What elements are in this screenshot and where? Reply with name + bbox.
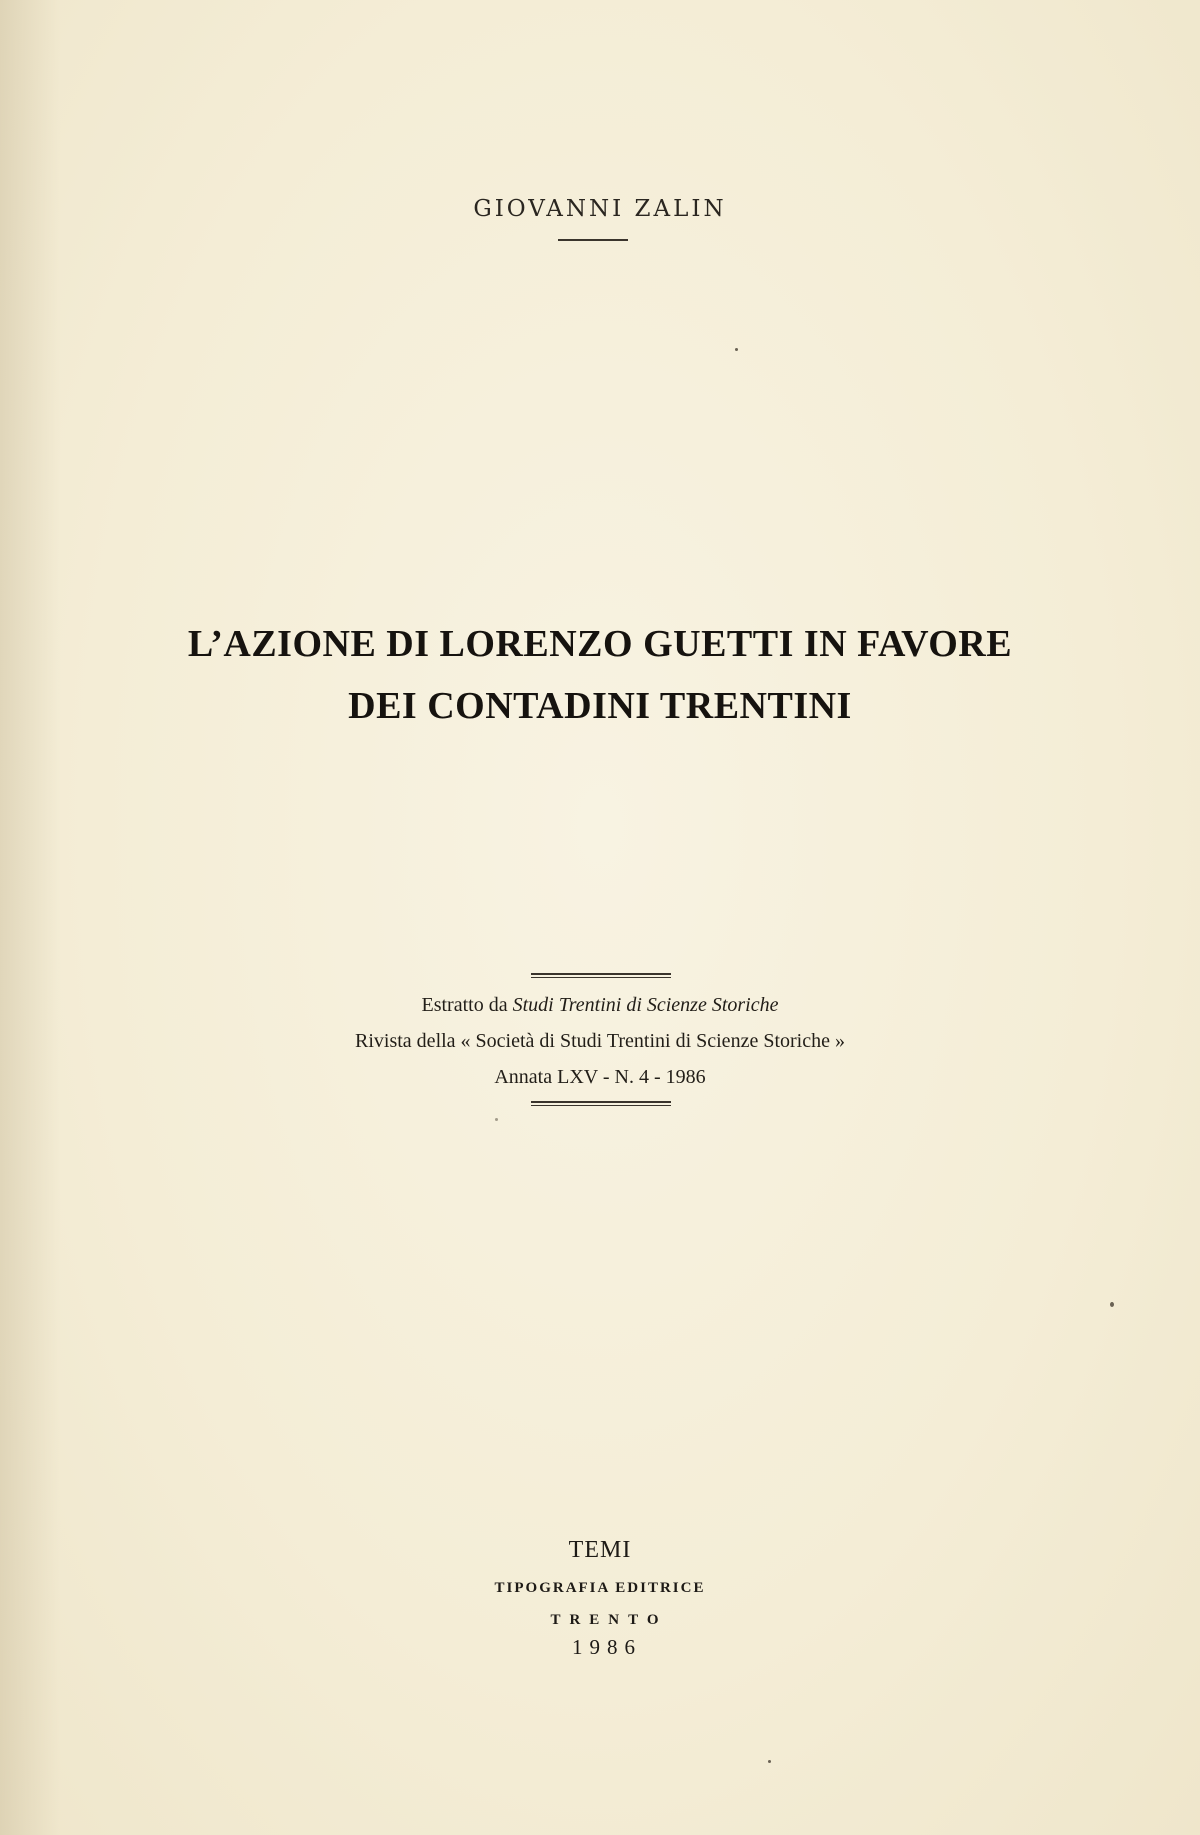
paper-speck [768,1760,771,1763]
publisher-city: TRENTO [550,1612,668,1628]
author-divider [558,239,628,241]
paper-speck [495,1118,498,1121]
extract-top-divider-thin [531,977,671,978]
extract-society-line: Rivista della « Società di Studi Trentini di Scienze Storiche » [355,1030,845,1052]
extract-bottom-divider [531,1101,671,1103]
paper-speck [735,348,738,351]
extract-issue-line: Annata LXV - N. 4 - 1986 [494,1066,706,1088]
publisher-name: TEMI [568,1537,632,1563]
publication-year: 1986 [572,1635,642,1659]
journal-title: Studi Trentini di Scienze Storiche [512,994,779,1016]
title-line-1: L’AZIONE DI LORENZO GUETTI IN FAVORE [187,623,1013,665]
extract-prefix: Estratto da [421,994,513,1016]
extract-top-divider [531,973,671,975]
title-line-2: DEI CONTADINI TRENTINI [348,685,852,727]
author-name: GIOVANNI ZALIN [473,196,727,222]
paper-speck [1110,1302,1114,1307]
extract-bottom-divider-thin [531,1105,671,1106]
extract-source-line [0,994,1200,1017]
publisher-type: TIPOGRAFIA EDITRICE [494,1580,706,1596]
